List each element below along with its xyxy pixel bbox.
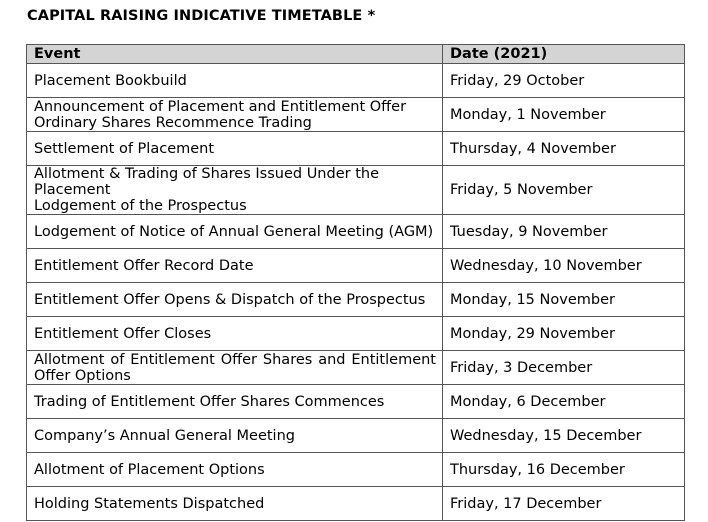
- event-cell: Entitlement Offer Record Date: [27, 249, 443, 283]
- event-cell: Settlement of Placement: [27, 132, 443, 166]
- date-cell: Friday, 17 December: [443, 487, 685, 521]
- column-header-event: Event: [27, 45, 443, 64]
- column-header-date: Date (2021): [443, 45, 685, 64]
- table-header-row: [27, 45, 685, 64]
- event-cell: Allotment of Placement Options: [27, 453, 443, 487]
- date-cell: Friday, 29 October: [443, 64, 685, 98]
- table-row: [27, 317, 685, 351]
- table-row: [27, 98, 685, 132]
- date-cell: Friday, 3 December: [443, 351, 685, 385]
- table-row: [27, 351, 685, 385]
- table-row: [27, 385, 685, 419]
- event-cell: Entitlement Offer Closes: [27, 317, 443, 351]
- table-row: [27, 453, 685, 487]
- date-cell: Friday, 5 November: [443, 166, 685, 215]
- event-cell: Placement Bookbuild: [27, 64, 443, 98]
- date-cell: Monday, 15 November: [443, 283, 685, 317]
- date-cell: Wednesday, 10 November: [443, 249, 685, 283]
- page-title: CAPITAL RAISING INDICATIVE TIMETABLE *: [27, 8, 376, 24]
- date-cell: Wednesday, 15 December: [443, 419, 685, 453]
- event-cell: Trading of Entitlement Offer Shares Commences: [27, 385, 443, 419]
- date-cell: Thursday, 16 December: [443, 453, 685, 487]
- event-cell: Lodgement of Notice of Annual General Meeting (AGM): [27, 215, 443, 249]
- table-row: [27, 64, 685, 98]
- event-cell: Holding Statements Dispatched: [27, 487, 443, 521]
- date-cell: Monday, 29 November: [443, 317, 685, 351]
- event-cell: Company’s Annual General Meeting: [27, 419, 443, 453]
- table-row: [27, 166, 685, 215]
- table-row: [27, 419, 685, 453]
- table-row: [27, 283, 685, 317]
- date-cell: Monday, 6 December: [443, 385, 685, 419]
- event-cell: Allotment & Trading of Shares Issued Under the Placement Lodgement of the Prospectus: [27, 166, 443, 215]
- table-row: [27, 249, 685, 283]
- table-row: [27, 132, 685, 166]
- event-cell: Entitlement Offer Opens & Dispatch of the Prospectus: [27, 283, 443, 317]
- event-cell: Announcement of Placement and Entitlement Offer Ordinary Shares Recommence Trading: [27, 98, 443, 132]
- event-cell: Allotment of Entitlement Offer Shares and Entitlement Offer Options: [27, 351, 443, 385]
- date-cell: Tuesday, 9 November: [443, 215, 685, 249]
- timetable-table: [26, 44, 685, 521]
- table-row: [27, 487, 685, 521]
- table-row: [27, 215, 685, 249]
- date-cell: Thursday, 4 November: [443, 132, 685, 166]
- date-cell: Monday, 1 November: [443, 98, 685, 132]
